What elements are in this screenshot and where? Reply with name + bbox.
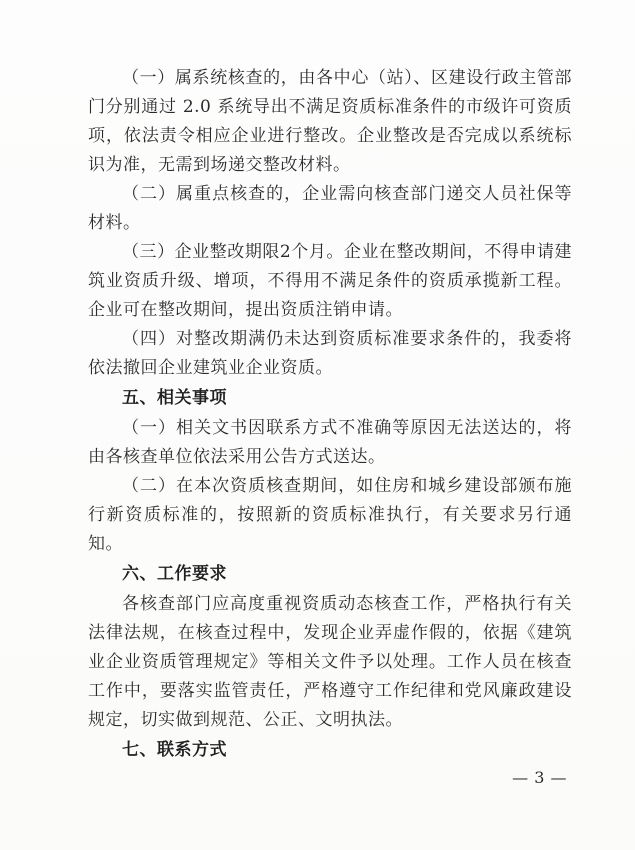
section-heading-related-matters: 五、相关事项 xyxy=(122,388,227,408)
paragraph-rectification-period: （三）企业整改期限2个月。企业在整改期间，不得申请建筑业资质升级、增项，不得用不满足条件的资质承揽新工程。企业可在整改期间，提出资质注销申请。 xyxy=(88,242,572,320)
paragraph-work-requirements: 各核查部门应高度重视资质动态核查工作，严格执行有关法律法规，在核查过程中，发现企业弄虚作假的，依据《建筑业企业资质管理规定》等相关文件予以处理。工作人员在核查工作中，要落实监管责任，严格遵守工作纪律和党风廉政建设规定，切实做到规范、公正、文明执法。 xyxy=(88,594,572,730)
paragraph-system-check: （一）属系统核查的，由各中心（站）、区建设行政主管部门分别通过 2.0 系统导出不满足资质标准条件的市级许可资质项，依法责令相应企业进行整改。企业整改是否完成以系统标识为准，无需到场递交整改材料。 xyxy=(88,68,572,175)
page-number: — 3 — xyxy=(512,768,567,787)
document-body xyxy=(88,64,572,766)
section-heading-contact: 七、联系方式 xyxy=(122,740,227,760)
section-heading-work-requirements: 六、工作要求 xyxy=(122,564,227,584)
paragraph-new-standard: （二）在本次资质核查期间，如住房和城乡建设部颁布施行新资质标准的，按照新的资质标准执行，有关要求另行通知。 xyxy=(88,476,572,554)
paragraph-public-notice: （一）相关文书因联系方式不准确等原因无法送达的，将由各核查单位依法采用公告方式送达。 xyxy=(88,418,572,467)
paragraph-key-check: （二）属重点核查的，企业需向核查部门递交人员社保等材料。 xyxy=(88,184,572,233)
paragraph-revocation: （四）对整改期满仍未达到资质标准要求条件的，我委将依法撤回企业建筑业企业资质。 xyxy=(88,329,572,378)
